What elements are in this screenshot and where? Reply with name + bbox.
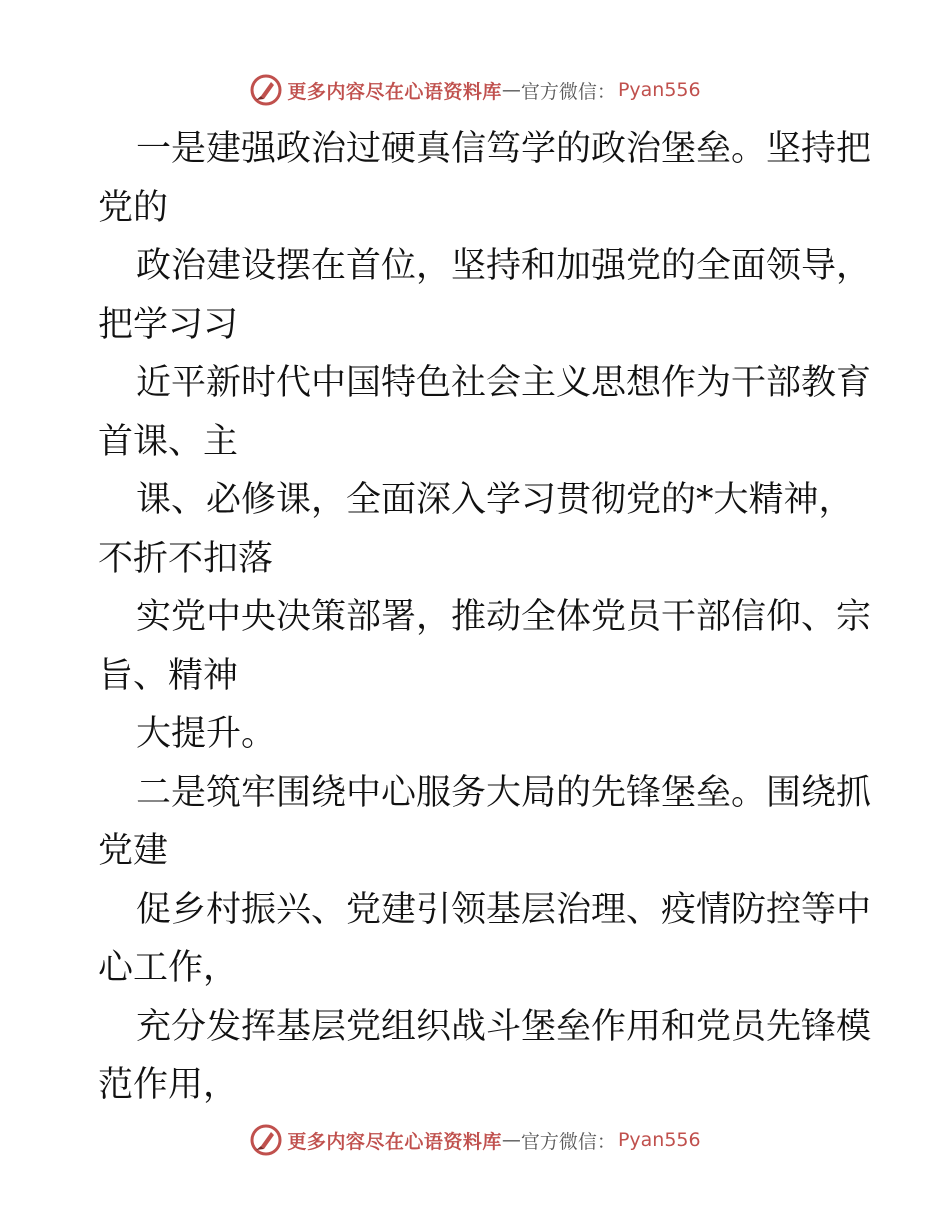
text-line: 党的 (98, 187, 169, 228)
watermark-label: 官方微信： (520, 1130, 616, 1153)
text-line: 促乡村振兴、党建引领基层治理、疫情防控等中 (136, 889, 872, 930)
text-line: 二是筑牢围绕中心服务大局的先锋堡垒。围绕抓 (136, 772, 872, 813)
text-line: 党建 (98, 831, 169, 871)
watermark-separator: — (501, 79, 521, 101)
text-line: 心工作， (98, 948, 239, 988)
text-line: 首课、主 (98, 421, 239, 462)
watermark-brand: 更多内容尽在心语资料库 (287, 80, 502, 103)
text-line: 实党中央决策部署，推动全体党员干部信仰、宗 (136, 597, 872, 637)
text-line: 不折不扣落 (98, 538, 274, 579)
text-line: 一是建强政治过硬真信笃学的政治堡垒。坚持把 (136, 129, 872, 169)
watermark-label: 官方微信： (520, 80, 616, 103)
watermark-brand: 更多内容尽在心语资料库 (287, 1130, 502, 1153)
watermark-account: Pyan556 (617, 1129, 701, 1151)
text-line: 把学习习 (98, 304, 239, 345)
watermark-account: Pyan556 (617, 79, 701, 101)
text-line: 范作用， (98, 1065, 239, 1105)
pen-nib-circle-icon (249, 73, 283, 107)
document-body (98, 120, 872, 1115)
footer-watermark (0, 1120, 950, 1160)
text-line: 旨、精神 (98, 655, 239, 696)
pen-nib-circle-icon (249, 1123, 283, 1157)
text-line: 充分发挥基层党组织战斗堡垒作用和党员先锋模 (136, 1006, 872, 1047)
watermark-separator: — (501, 1129, 521, 1151)
text-line: 近平新时代中国特色社会主义思想作为干部教育 (136, 363, 872, 403)
header-watermark (0, 70, 950, 110)
text-line: 大提升。 (136, 714, 277, 754)
text-line: 政治建设摆在首位，坚持和加强党的全面领导， (136, 246, 872, 286)
text-line: 课、必修课，全面深入学习贯彻党的*大精神， (136, 480, 854, 520)
